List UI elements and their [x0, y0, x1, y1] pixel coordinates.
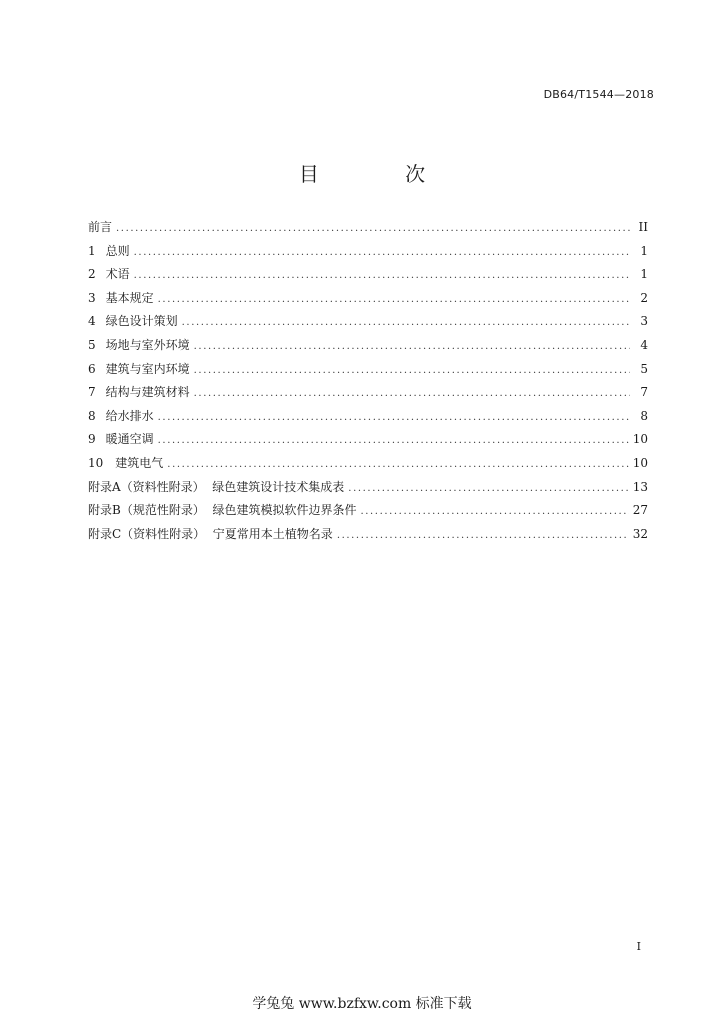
toc-entry-label [88, 383, 190, 400]
standard-code: DB64/T1544—2018 [543, 88, 654, 101]
toc-leader-dots [194, 388, 630, 399]
toc-entry-page: 10 [632, 455, 648, 470]
toc-entry-page: 2 [640, 290, 648, 305]
toc-leader-dots [348, 483, 628, 494]
toc-leader-dots [182, 317, 630, 328]
toc-entry-page: 1 [640, 243, 648, 258]
toc-entry-title: 附录C（资料性附录） 宁夏常用本土植物名录 [88, 526, 333, 541]
toc-entry-title: 给水排水 [105, 408, 154, 423]
toc-entry-page: 7 [640, 385, 648, 400]
toc-entry-page: 5 [640, 361, 648, 376]
toc-entry-number: 2 [88, 267, 96, 282]
toc-entry-label [88, 360, 190, 377]
toc-entry-number: 4 [88, 314, 96, 329]
toc-leader-dots [158, 412, 630, 423]
toc-leader-dots [360, 506, 628, 517]
toc-entry-page: 27 [632, 503, 648, 518]
toc-entry[interactable] [88, 407, 648, 431]
toc-entry-title: 术语 [105, 267, 130, 282]
toc-entry[interactable] [88, 501, 648, 525]
toc-entry-title: 绿色设计策划 [105, 314, 178, 329]
toc-entry[interactable] [88, 336, 648, 360]
toc-entry[interactable] [88, 383, 648, 407]
table-of-contents [88, 218, 648, 548]
toc-entry-title: 前言 [88, 220, 113, 234]
toc-entry-label [88, 501, 356, 518]
toc-leader-dots [134, 247, 630, 258]
toc-entry-label [88, 407, 154, 424]
toc-entry-title: 附录A（资料性附录） 绿色建筑设计技术集成表 [88, 479, 345, 494]
toc-entry-page: 8 [640, 408, 648, 423]
toc-leader-dots [158, 435, 629, 446]
toc-entry-page: 4 [640, 337, 648, 352]
toc-entry-number: 5 [88, 337, 96, 352]
toc-entry-number: 1 [88, 243, 96, 258]
toc-entry-title: 建筑电气 [115, 455, 164, 470]
toc-entry[interactable] [88, 242, 648, 266]
toc-leader-dots [158, 294, 630, 305]
toc-entry-page: 1 [640, 267, 648, 282]
toc-entry-label [88, 478, 344, 495]
toc-entry-number: 7 [88, 385, 96, 400]
toc-entry-page: 32 [632, 526, 648, 541]
toc-entry-number: 3 [88, 290, 96, 305]
toc-entry[interactable] [88, 265, 648, 289]
toc-entry[interactable] [88, 360, 648, 384]
toc-entry-page: 10 [632, 432, 648, 447]
toc-entry-label [88, 242, 130, 259]
toc-entry-title: 场地与室外环境 [105, 337, 190, 352]
toc-entry-title: 建筑与室内环境 [105, 361, 190, 376]
toc-entry-label [88, 312, 178, 329]
toc-entry[interactable] [88, 430, 648, 454]
toc-entry-page: II [638, 220, 648, 234]
footer-watermark: 学兔兔 www.bzfxw.com 标准下载 [252, 996, 472, 1012]
toc-entry-number: 8 [88, 408, 96, 423]
toc-leader-dots [194, 341, 630, 352]
toc-entry-label [88, 289, 154, 306]
page-title: 目 次 [298, 162, 466, 186]
toc-leader-dots [194, 365, 630, 376]
toc-entry[interactable] [88, 525, 648, 549]
toc-entry-title: 暖通空调 [105, 432, 154, 447]
toc-entry-title: 附录B（规范性附录） 绿色建筑模拟软件边界条件 [88, 503, 357, 518]
toc-entry-title: 总则 [105, 243, 130, 258]
toc-entry-number: 9 [88, 432, 96, 447]
toc-leader-dots [167, 459, 628, 470]
toc-entry-label [88, 525, 333, 542]
toc-entry-label [88, 454, 163, 471]
toc-entry-label [88, 218, 112, 235]
toc-entry-number: 10 [88, 455, 104, 470]
toc-entry-title: 基本规定 [105, 290, 154, 305]
page-number: I [636, 940, 641, 953]
toc-entry-label [88, 336, 190, 353]
toc-entry-number: 6 [88, 361, 96, 376]
toc-entry[interactable] [88, 478, 648, 502]
toc-leader-dots [337, 530, 629, 541]
toc-entry-title: 结构与建筑材料 [105, 385, 190, 400]
toc-entry[interactable] [88, 218, 648, 242]
toc-leader-dots [134, 270, 630, 281]
toc-entry-page: 3 [640, 314, 648, 329]
toc-entry-label [88, 265, 130, 282]
toc-entry[interactable] [88, 312, 648, 336]
toc-leader-dots [116, 223, 630, 234]
toc-entry-page: 13 [632, 479, 648, 494]
toc-entry[interactable] [88, 454, 648, 478]
toc-entry-label [88, 430, 154, 447]
toc-entry[interactable] [88, 289, 648, 313]
